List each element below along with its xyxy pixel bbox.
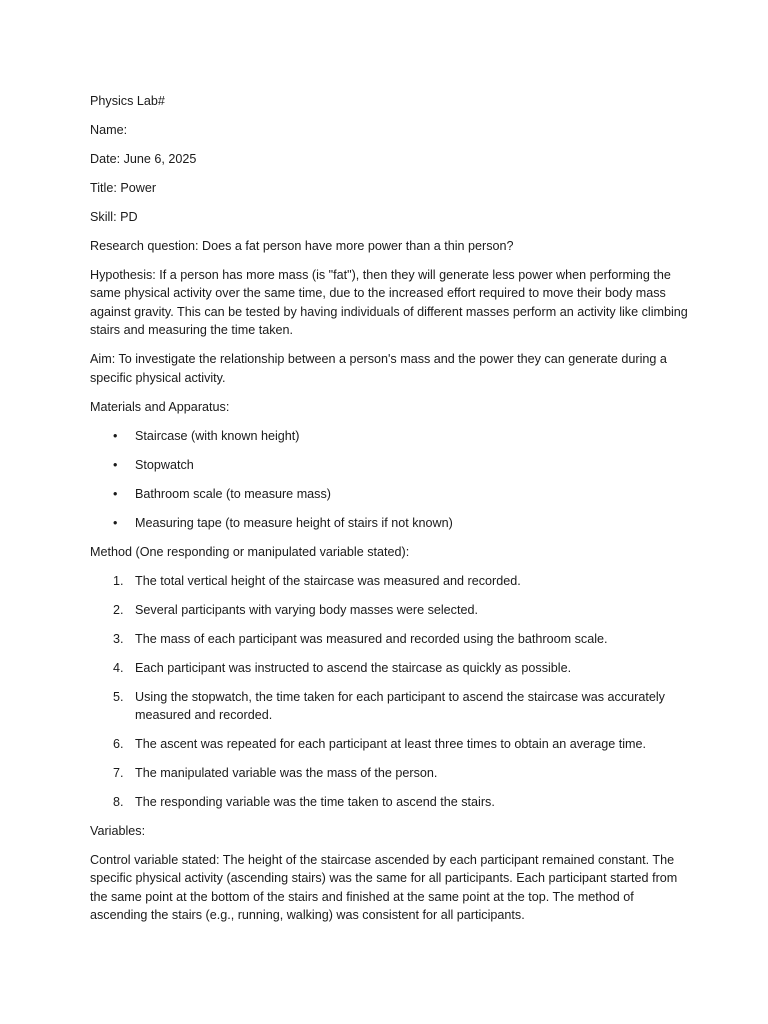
list-item [90, 601, 690, 619]
document-page [90, 92, 690, 935]
research-question: Research question: Does a fat person have more power than a thin person? [90, 239, 514, 253]
list-item [90, 485, 690, 503]
method-heading: Method (One responding or manipulated variable stated): [90, 544, 410, 559]
list-item [90, 572, 690, 590]
hypothesis: Hypothesis: If a person has more mass (is "fat"), then they will generate less power when performing the same physical activity over the same time, due to the increased effort required to move their body mass against gravity. This can be tested by having individuals of different masses perform an activity like climbing stairs and measuring the time taken. [90, 268, 688, 338]
step-text: The mass of each participant was measured and recorded using the bathroom scale. [135, 631, 608, 646]
bullet-icon: • [113, 515, 118, 530]
list-item [90, 793, 690, 811]
step-text: The responding variable was the time taken to ascend the stairs. [135, 795, 495, 810]
lab-number: Physics Lab# [90, 94, 165, 108]
bullet-icon: • [113, 428, 118, 443]
list-item [90, 659, 690, 677]
material-text: Measuring tape (to measure height of stairs if not known) [135, 515, 453, 530]
step-number: 8. [113, 795, 124, 810]
step-text: The manipulated variable was the mass of the person. [135, 766, 438, 781]
list-item [90, 764, 690, 782]
materials-heading: Materials and Apparatus: [90, 399, 230, 414]
list-item [90, 630, 690, 648]
skill-line: Skill: PD [90, 210, 138, 224]
list-item [90, 427, 690, 445]
step-number: 1. [113, 573, 124, 588]
step-text: Using the stopwatch, the time taken for each participant to ascend the staircase was accurately measured and recorded. [135, 689, 665, 723]
step-number: 6. [113, 737, 124, 752]
step-text: The total vertical height of the staircase was measured and recorded. [135, 573, 521, 588]
bullet-icon: • [113, 486, 118, 501]
date-line: Date: June 6, 2025 [90, 152, 197, 166]
step-number: 2. [113, 602, 124, 617]
list-item [90, 688, 690, 725]
materials-list [90, 427, 690, 532]
step-text: Each participant was instructed to ascend the staircase as quickly as possible. [135, 660, 572, 675]
bullet-icon: • [113, 457, 118, 472]
method-list [90, 572, 690, 812]
list-item [90, 514, 690, 532]
step-number: 4. [113, 660, 124, 675]
material-text: Stopwatch [135, 457, 194, 472]
name-line: Name: [90, 123, 128, 137]
step-number: 5. [113, 689, 124, 704]
aim: Aim: To investigate the relationship between a person's mass and the power they can generate during a specific physical activity. [90, 352, 667, 385]
list-item [90, 735, 690, 753]
variables-heading: Variables: [90, 824, 146, 839]
title-line: Title: Power [90, 181, 157, 195]
step-text: Several participants with varying body masses were selected. [135, 602, 478, 617]
step-text: The ascent was repeated for each participant at least three times to obtain an average time. [135, 737, 647, 752]
list-item [90, 456, 690, 474]
material-text: Bathroom scale (to measure mass) [135, 486, 331, 501]
control-variable: Control variable stated: The height of the staircase ascended by each participant remained constant. The specific physical activity (ascending stairs) was the same for all participants. Each participant started from the same point at the bottom of the stairs and finished at the same point at the top. The method of ascending the stairs (e.g., running, walking) was consistent for all participants. [90, 853, 678, 923]
material-text: Staircase (with known height) [135, 428, 300, 443]
step-number: 7. [113, 766, 124, 781]
step-number: 3. [113, 631, 124, 646]
